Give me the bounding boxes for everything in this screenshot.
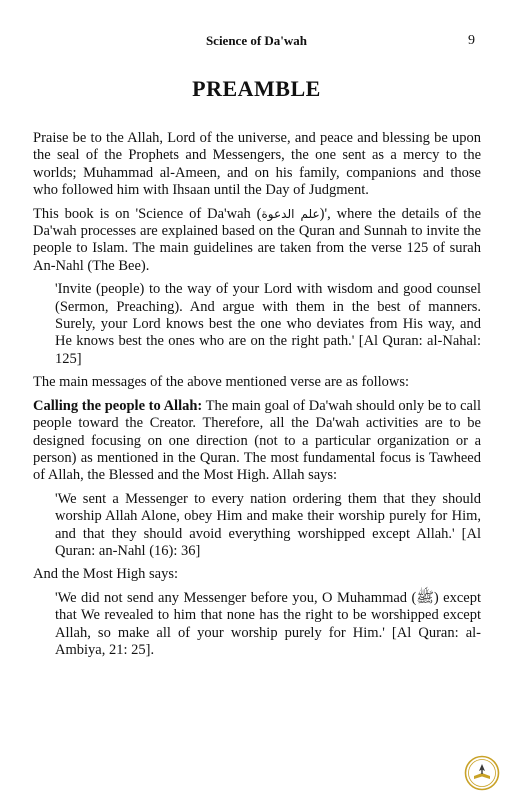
paragraph-text: The main goal of Da'wah should only be to call people toward the Creator. Therefore, all the Da'wah activities are to be designed focusing on one direction (not to a particular organization or a person) as mentioned in the Quran. The most fundamental focus is Tawheed of Allah, the Blessed and the Most High. Allah says:	[33, 397, 481, 484]
arabic-term: علم الدعوة	[261, 206, 320, 221]
quote-verse-ambiya: 'We did not send any Messenger before you, O Muhammad (ﷺ) except that We revealed to him that none has the right to be worshipped except Allah, so make all of your worship purely for Him.' [Al Quran: al-Ambiya, 21: 25].	[55, 589, 481, 658]
page-header	[0, 33, 513, 51]
quote-verse-nahl: 'Invite (people) to the way of your Lord with wisdom and good counsel (Sermon, Preaching). And argue with them in the best of manners. Surely, your Lord knows best the one who deviates from His way, and He knows best the ones who are on the right path.' [Al Quran: al-Nahal: 125]	[55, 281, 481, 367]
page-title: PREAMBLE	[192, 76, 321, 101]
body-text	[33, 130, 481, 665]
running-head: Science of Da'wah	[205, 33, 308, 48]
paragraph-calling-people	[33, 398, 481, 485]
paragraph-main-messages: The main messages of the above mentioned verse are as follows:	[33, 374, 410, 391]
paragraph-text: )', where the details of the Da'wah processes are explained based on the Quran and Sunnah to invite the people to Islam. The main guidelines are taken from the verse 125 of surah An-Nahl (The Bee).	[33, 205, 482, 274]
paragraph-most-high-says: And the Most High says:	[33, 566, 178, 583]
paragraph-intro: Praise be to the Allah, Lord of the universe, and peace and blessing be upon the seal of the Prophets and Messengers, the one sent as a mercy to the worlds; Muhammad al-Ameen, and on his family, companions and those who followed him with Ihsaan until the Day of Judgment.	[33, 130, 481, 199]
paragraph-text: This book is on 'Science of Da'wah (	[33, 205, 262, 222]
paragraph-book-description	[33, 206, 481, 276]
page-number: 9	[468, 33, 475, 48]
section-heading-inline: Calling the people to Allah:	[33, 397, 203, 414]
quote-verse-36: 'We sent a Messenger to every nation ordering them that they should worship Allah Alone, obey Him and make their worship purely for Him, and that they should avoid everything worshipped except Allah.' [Al Quran: an-Nahl (16): 36]	[55, 490, 481, 559]
publisher-logo-icon	[464, 755, 500, 791]
